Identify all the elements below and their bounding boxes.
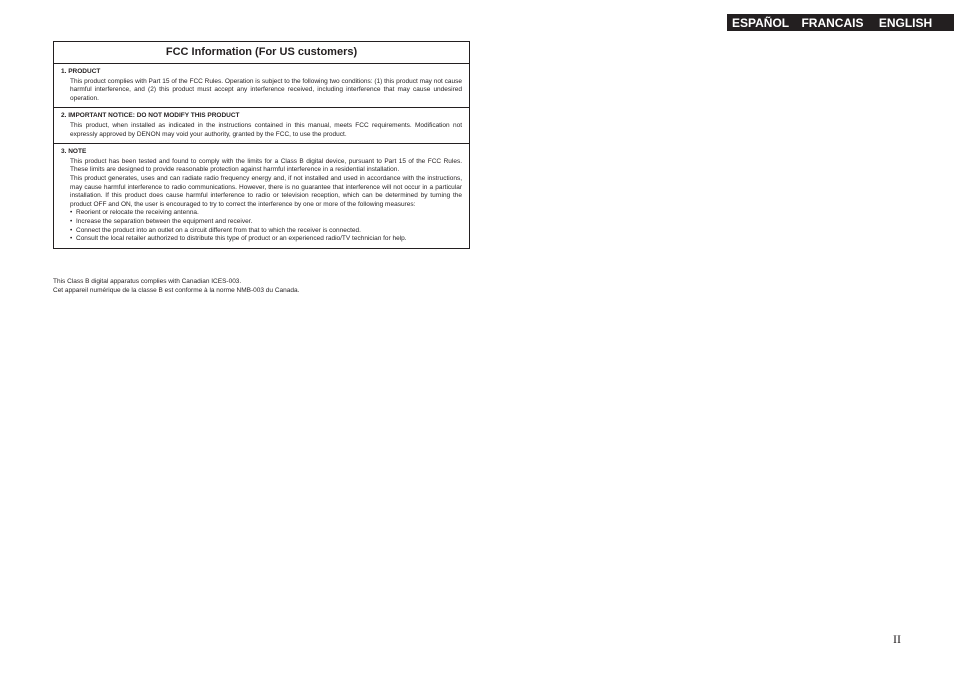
fcc-section-product xyxy=(54,64,469,108)
list-item: • Connect the product into an outlet on a circuit different from that to which the receiver is connected. xyxy=(70,227,462,236)
language-tab-english: ENGLISH xyxy=(878,16,933,30)
section-paragraph: This product has been tested and found to comply with the limits for a Class B digital device, pursuant to Part 15 of the FCC Rules. These limits are designed to provide reasonable protection against harmful interference in a residential installation. xyxy=(70,157,462,174)
canada-compliance-notice xyxy=(53,277,473,295)
section-heading: 2. IMPORTANT NOTICE: DO NOT MODIFY THIS PRODUCT xyxy=(61,112,240,120)
language-tab-espanol: ESPAÑOL xyxy=(732,16,790,30)
fcc-title: FCC Information (For US customers) xyxy=(54,42,469,64)
section-paragraph: This product, when installed as indicated in the instructions contained in this manual, meets FCC requirements. Modification not expressly approved by DENON may void your authority, granted by the FCC, to use the product. xyxy=(70,121,462,138)
language-tab-bar xyxy=(727,14,954,31)
section-heading: 1. PRODUCT xyxy=(61,68,101,75)
list-item: • Consult the local retailer authorized to distribute this type of product or an experienced radio/TV technician for help. xyxy=(70,235,462,244)
section-paragraph: This product generates, uses and can radiate radio frequency energy and, if not installed and used in accordance with the instructions, may cause harmful interference to radio communications. However, there is no guarantee that interference will not occur in a particular installation. If this product does cause harmful interference to radio or television reception, which can be determined by turning the product OFF and ON, the user is encouraged to try to correct the interference by one or more of the following measures: xyxy=(70,174,462,208)
canada-notice-english: This Class B digital apparatus complies with Canadian ICES-003. xyxy=(53,278,242,285)
list-item: • Reorient or relocate the receiving antenna. xyxy=(70,209,462,218)
section-heading: 3. NOTE xyxy=(61,148,87,156)
fcc-section-note xyxy=(54,144,469,248)
page-number: II xyxy=(893,632,901,646)
canada-notice-french: Cet appareil numérique de la classe B est conforme à la norme NMB-003 du Canada. xyxy=(53,287,300,294)
list-item: • Increase the separation between the equipment and receiver. xyxy=(70,218,462,227)
fcc-information-box xyxy=(53,41,470,249)
measures-list xyxy=(61,209,462,243)
fcc-section-important-notice xyxy=(54,108,469,144)
section-paragraph: This product complies with Part 15 of the FCC Rules. Operation is subject to the following two conditions: (1) this product may not cause harmful interference, and (2) this product must accept any interference received, including interference that may cause undesired operation. xyxy=(70,77,462,102)
language-tab-francais: FRANCAIS xyxy=(801,16,864,30)
